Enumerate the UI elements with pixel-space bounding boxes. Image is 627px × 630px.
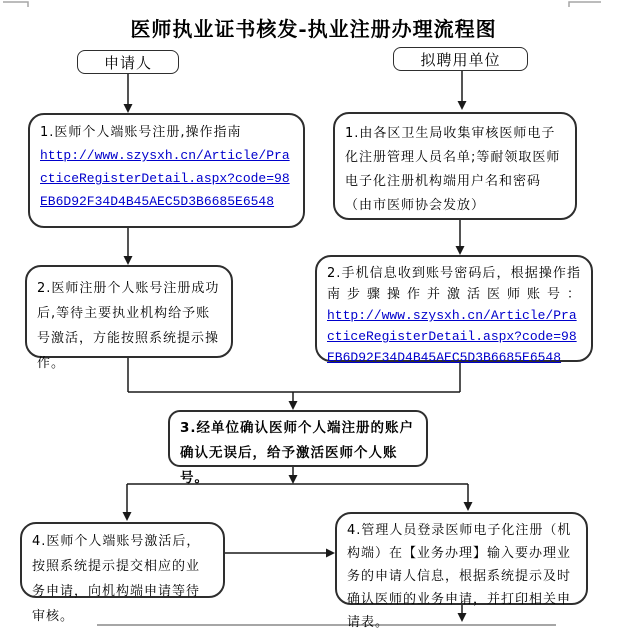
registration-guide-link-employer[interactable]: http://www.szysxh.cn/Article/PracticeRegisterDetail.aspx?code=98EB6D92F34D4B45AEC5D3B6685E6548 <box>327 308 577 365</box>
step-box-employer-4 <box>335 512 588 630</box>
top-right-cutoff-mark <box>569 2 601 7</box>
registration-guide-link-applicant[interactable]: http://www.szysxh.cn/Article/PracticeRegisterDetail.aspx?code=98EB6D92F34D4B45AEC5D3B6685E6548 <box>40 148 290 209</box>
step-applicant-2-text: 2.医师注册个人账号注册成功后,等待主要执业机构给予账号激活，方能按照系统提示操作。 <box>37 281 220 371</box>
step-applicant-1-text: 1.医师个人端账号注册,操作指南 <box>40 125 242 140</box>
step-employer-4-text: 4.管理人员登录医师电子化注册（机构端）在【业务办理】输入要办理业务的申请人信息，根据系统提示及时确认医师的业务申请，并打印相关申请表。 <box>347 523 572 630</box>
step-confirm-3-text: 3.经单位确认医师个人端注册的账户确认无误后，给予激活医师个人账号。 <box>180 420 415 486</box>
step-employer-1-text: 1.由各区卫生局收集审核医师电子化注册管理人员名单;等耐领取医师电子化注册机构端用户名和密码（由市医师协会发放） <box>345 126 561 213</box>
arrowhead-split-to-right-step4 <box>464 502 473 511</box>
step-box-applicant-1 <box>28 113 305 228</box>
step-box-confirm-3 <box>168 410 428 486</box>
arrowhead-left-step4-to-right-step4 <box>326 549 335 558</box>
page-title: 医师执业证书核发-执业注册办理流程图 <box>130 17 497 41</box>
header-employer-label: 拟聘用单位 <box>420 50 501 69</box>
arrowhead-split-to-left-step4 <box>123 512 132 521</box>
arrowhead-left-step1-to-step2 <box>124 256 133 265</box>
step-box-employer-1 <box>333 112 577 220</box>
step-box-employer-2 <box>315 255 593 365</box>
arrowhead-applicant-to-step1 <box>124 104 133 113</box>
top-left-cutoff-mark <box>3 2 28 7</box>
header-box-employer <box>393 47 528 71</box>
step-employer-2-text: 2.手机信息收到账号密码后，根据操作指南步骤操作并激活医师账号： <box>327 266 581 302</box>
header-box-applicant <box>77 50 179 74</box>
arrowhead-right-step1-to-step2 <box>456 246 465 255</box>
header-applicant-label: 申请人 <box>103 53 152 72</box>
step-box-applicant-4 <box>20 522 225 624</box>
step-applicant-4-text: 4.医师个人端账号激活后，按照系统提示提交相应的业务申请，向机构端申请等待审核。 <box>32 534 201 624</box>
arrowhead-employer-to-step1 <box>458 101 467 110</box>
step-box-applicant-2 <box>25 265 233 371</box>
arrowhead-merge-to-step3 <box>289 401 298 410</box>
